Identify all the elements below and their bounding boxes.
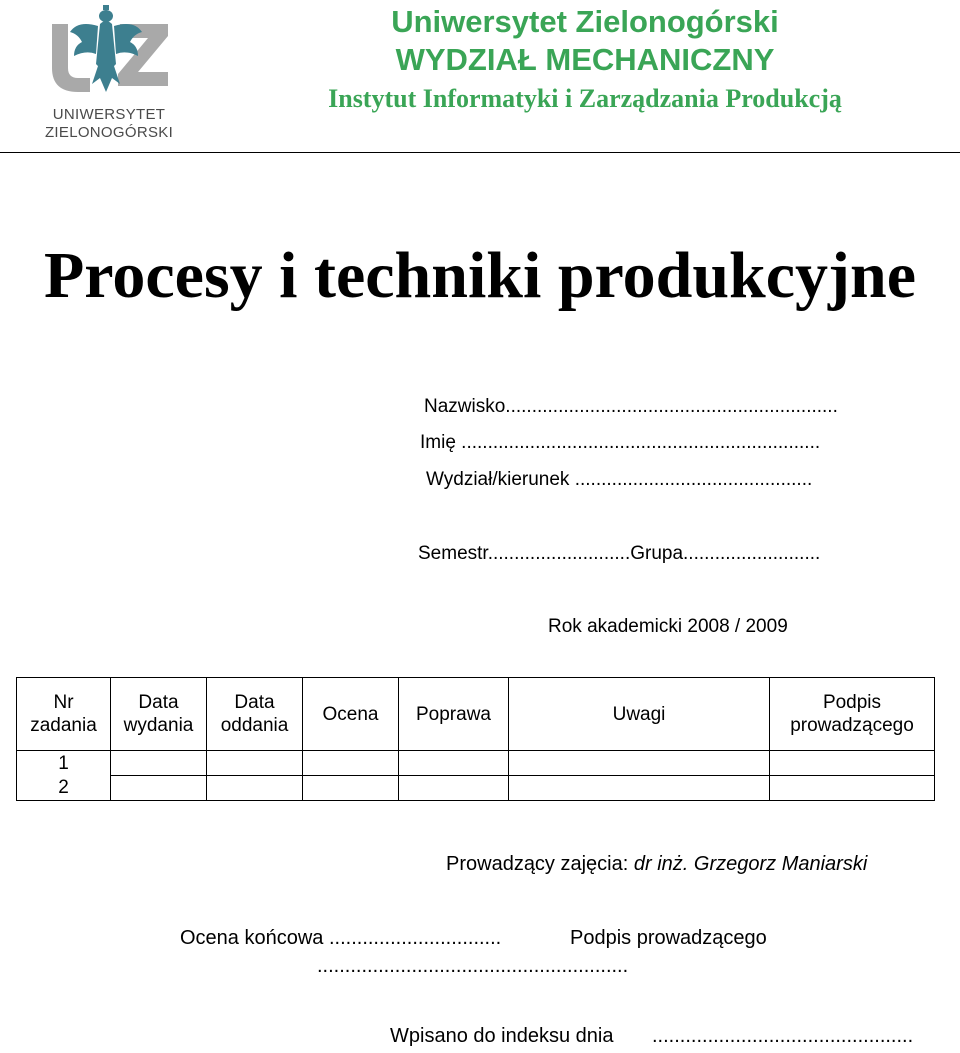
header-grade: Ocena (303, 678, 399, 751)
table-cell[interactable] (509, 751, 770, 776)
table-cell[interactable] (303, 751, 399, 776)
grades-table (16, 677, 935, 801)
final-grade-field[interactable]: Ocena końcowa ............................... (180, 927, 502, 949)
surname-field[interactable]: Nazwisko............................................................... (424, 396, 838, 417)
table-cell[interactable] (399, 776, 509, 801)
table-cell[interactable] (303, 776, 399, 801)
header-divider (0, 152, 960, 153)
table-cell[interactable] (111, 776, 207, 801)
final-signature-label: Podpis prowadzącego (570, 927, 767, 949)
table-cell[interactable] (207, 751, 303, 776)
instructor-label: Prowadzący zajęcia: (446, 853, 629, 875)
table-cell-nr: 1 (17, 751, 111, 776)
header-submit-date: Data oddania (207, 678, 303, 751)
table-cell-nr: 2 (17, 776, 111, 801)
semester-group-field[interactable]: Semestr...........................Grupa.......................... (418, 543, 821, 564)
logo-line1: UNIWERSYTET (52, 106, 166, 123)
faculty-name: WYDZIAŁ MECHANICZNY (395, 42, 775, 77)
university-logo (38, 2, 180, 144)
table-cell[interactable] (399, 751, 509, 776)
instructor-line (446, 853, 867, 876)
table-cell[interactable] (111, 751, 207, 776)
table-cell[interactable] (770, 776, 935, 801)
faculty-field[interactable]: Wydział/kierunek ............................................. (426, 469, 813, 490)
course-title: Procesy i techniki produkcyjne (43, 239, 917, 312)
header-issue-date: Data wydania (111, 678, 207, 751)
header-notes: Uwagi (509, 678, 770, 751)
instructor-name: dr inż. Grzegorz Maniarski (628, 853, 868, 875)
header-correction: Poprawa (399, 678, 509, 751)
table-row (17, 776, 935, 801)
header-nr: Nr zadania (17, 678, 111, 751)
institute-name: Instytut Informatyki i Zarządzania Produkcją (328, 84, 842, 113)
final-signature-field[interactable]: ........................................................ (317, 955, 629, 977)
table-cell[interactable] (770, 751, 935, 776)
logo-line2: ZIELONOGÓRSKI (44, 124, 174, 141)
index-date-label: Wpisano do indeksu dnia (390, 1025, 614, 1047)
eagle-emblem-icon (38, 2, 180, 106)
table-cell[interactable] (207, 776, 303, 801)
first-name-field[interactable]: Imię .................................................................... (420, 432, 821, 453)
header-signature: Podpis prowadzącego (770, 678, 935, 751)
table-cell[interactable] (509, 776, 770, 801)
table-row (17, 751, 935, 776)
index-date-field[interactable]: ............................................... (652, 1025, 914, 1047)
academic-year: Rok akademicki 2008 / 2009 (548, 616, 788, 637)
university-name: Uniwersytet Zielonogórski (391, 4, 779, 39)
table-header-row (17, 678, 935, 751)
